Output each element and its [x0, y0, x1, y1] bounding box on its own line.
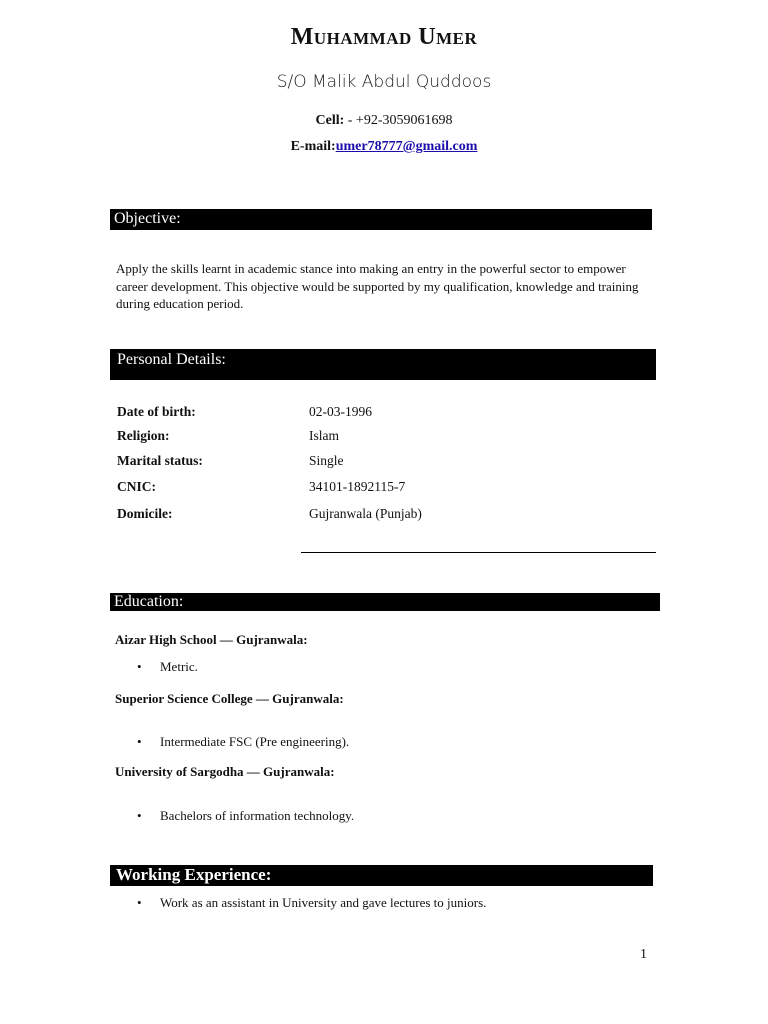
religion-label: Religion: [117, 428, 170, 443]
marital-status-value: Single [309, 453, 344, 468]
marital-status-label: Marital status: [117, 453, 203, 468]
domicile-label: Domicile: [117, 506, 173, 521]
email-line [0, 139, 768, 155]
experience-item-1: Work as an assistant in University and gave lectures to juniors. [160, 895, 487, 910]
school-3: University of Sargodha — Gujranwala: [115, 764, 335, 779]
education-header [110, 593, 660, 611]
cell-line [0, 113, 768, 129]
personal-details-title: Personal Details: [117, 351, 226, 368]
objective-title: Objective: [114, 210, 181, 227]
bullet-icon: • [137, 895, 142, 910]
domicile-value: Gujranwala (Punjab) [309, 506, 422, 521]
page-number: 1 [640, 947, 647, 962]
cell-value: - +92-3059061698 [344, 113, 453, 128]
school-1: Aizar High School — Gujranwala: [115, 632, 308, 647]
personal-details-header [110, 349, 656, 380]
cell-label: Cell: [315, 113, 345, 128]
divider-line [301, 552, 656, 553]
bullet-icon: • [137, 659, 142, 674]
experience-title: Working Experience: [116, 865, 272, 884]
email-link[interactable]: umer78777@gmail.com [335, 139, 478, 154]
bullet-icon: • [137, 734, 142, 749]
religion-value: Islam [309, 428, 339, 443]
school-2: Superior Science College — Gujranwala: [115, 691, 344, 706]
bullet-icon: • [137, 808, 142, 823]
parent-name: S/O Malik Abdul Quddoos [276, 72, 492, 92]
candidate-name: Muhammad Umer [290, 24, 478, 50]
education-title: Education: [114, 593, 184, 610]
dob-label: Date of birth: [117, 404, 196, 419]
dob-value: 02-03-1996 [309, 404, 372, 419]
cnic-value: 34101-1892115-7 [309, 479, 406, 494]
experience-header [110, 865, 653, 886]
objective-text: Apply the skills learnt in academic stance into making an entry in the powerful sector to empower career development. This objective would be supported by my qualification, knowledge and training during education period. [116, 261, 639, 311]
education-item-2: Intermediate FSC (Pre engineering). [160, 734, 350, 749]
objective-header [110, 209, 652, 230]
education-item-3: Bachelors of information technology. [160, 808, 355, 823]
cnic-label: CNIC: [117, 479, 156, 494]
education-item-1: Metric. [160, 659, 198, 674]
email-label: E-mail: [290, 139, 336, 154]
